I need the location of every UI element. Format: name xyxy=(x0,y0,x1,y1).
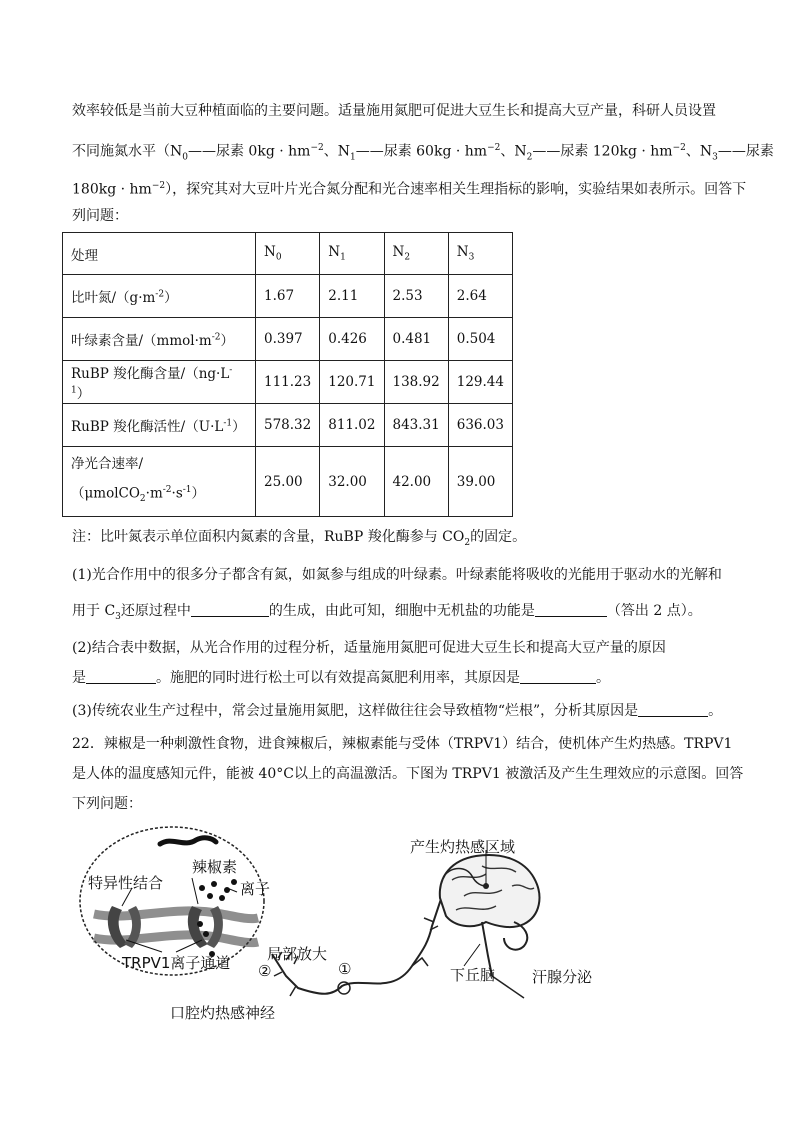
table-cell: 0.504 xyxy=(448,318,512,361)
table-row xyxy=(63,275,513,318)
row-label: 比叶氮$/(g\cdot m^{-2})$ xyxy=(63,275,256,318)
question-22-line-1: 22．辣椒是一种刺激性食物，进食辣椒后，辣椒素能与受体（TRPV1）结合，使机体产生灼热感。TRPV1 xyxy=(72,736,733,752)
answer-blank[interactable] xyxy=(520,669,596,684)
table-cell: 39.00 xyxy=(448,447,512,517)
header-cell: $N_3$ xyxy=(448,233,512,275)
table-cell: 129.44 xyxy=(448,361,512,404)
intro-line-1: 效率较低是当前大豆种植面临的主要问题。适量施用氮肥可促进大豆生长和提高大豆产量，科研人员设置 xyxy=(72,103,716,119)
table-cell: 32.00 xyxy=(320,447,384,517)
table-cell: 0.426 xyxy=(320,318,384,361)
ion-label: 离子 xyxy=(240,880,271,898)
answer-blank[interactable] xyxy=(86,669,156,684)
table-row xyxy=(63,318,513,361)
row-label: RuBP 羧化酶活性$/(U\cdot L^{-1})$ xyxy=(63,404,256,447)
table-row xyxy=(63,447,513,517)
table-cell: 0.481 xyxy=(384,318,448,361)
row-label: 叶绿素含量$/(mmol\cdot m^{-2})$ xyxy=(63,318,256,361)
nitrogen-data-table xyxy=(62,232,513,517)
intro-line-2: 不同施氮水平（$N_0——$尿素 $0kg \cdot hm^{-2}$、$N_1——$尿素 $60kg \cdot hm^{-2}$、$N_2——$尿素 $120kg \cdot hm^{-2}$、$N_3——$尿素 xyxy=(72,143,774,163)
specific-binding-label: 特异性结合 xyxy=(88,874,164,892)
capsaicin-label: 辣椒素 xyxy=(192,858,238,876)
label-line xyxy=(464,944,480,966)
question-22-line-3: 下列问题： xyxy=(72,796,142,812)
mark-2: ② xyxy=(258,962,272,980)
trpv1-diagram xyxy=(72,826,632,1036)
zoom-circle xyxy=(80,827,264,975)
header-cell: $N_2$ xyxy=(384,233,448,275)
table-cell: 1.67 xyxy=(256,275,320,318)
mark-1: ① xyxy=(338,960,352,978)
burning-area-label: 产生灼热感区域 xyxy=(410,838,516,856)
question-1-line-2: 用于 $C_3$还原过程中 的生成，由此可知，细胞中无机盐的功能是 （答出 2 点）。 xyxy=(72,603,702,622)
oral-nerve-label: 口腔灼热感神经 xyxy=(170,1004,276,1022)
brain-icon xyxy=(440,855,540,976)
row-label: 净光合速率/ $(\mu molCO_2\cdot m^{-2}\cdot s^{-1})$ xyxy=(63,447,256,517)
table-row xyxy=(63,404,513,447)
table-cell: 2.11 xyxy=(320,275,384,318)
question-2-line-1: (2)结合表中数据，从光合作用的过程分析，适量施用氮肥可促进大豆生长和提高大豆产量的原因 xyxy=(72,640,666,656)
question-22-line-2: 是人体的温度感知元件，能被 40°C以上的高温激活。下图为 TRPV1 被激活及产生生理效应的示意图。回答 xyxy=(72,766,744,782)
header-cell: $N_0$ xyxy=(256,233,320,275)
header-cell: $N_1$ xyxy=(320,233,384,275)
table-cell: 2.53 xyxy=(384,275,448,318)
answer-blank[interactable] xyxy=(191,602,269,617)
table-cell: 843.31 xyxy=(384,404,448,447)
intro-line-3: $180kg \cdot hm^{-2}$），探究其对大豆叶片光合氮分配和光合速率相关生理指标的影响，实验结果如表所示。回答下 xyxy=(72,181,747,198)
hypothalamus-label: 下丘脑 xyxy=(450,966,496,984)
table-cell: 0.397 xyxy=(256,318,320,361)
table-cell: 111.23 xyxy=(256,361,320,404)
table-cell: 2.64 xyxy=(448,275,512,318)
nerve-fiber xyxy=(272,876,444,994)
label-line xyxy=(192,878,198,904)
capsaicin-molecule-icon xyxy=(160,838,216,844)
intro-line-4: 列问题： xyxy=(72,208,128,224)
efferent-pathway xyxy=(492,976,524,998)
row-label: RuBP 羧化酶含量$/(ng\cdot L^{-1})$ xyxy=(63,361,256,404)
table-cell: 578.32 xyxy=(256,404,320,447)
answer-blank[interactable] xyxy=(638,702,708,717)
question-2-line-2: 是 。施肥的同时进行松土可以有效提高氮肥利用率，其原因是 。 xyxy=(72,670,610,686)
table-note: 注：比叶氮表示单位面积内氮素的含量，RuBP 羧化酶参与 $CO_2$的固定。 xyxy=(72,529,527,548)
answer-blank[interactable] xyxy=(535,602,607,617)
table-cell: 138.92 xyxy=(384,361,448,404)
table-cell: 25.00 xyxy=(256,447,320,517)
table-cell: 120.71 xyxy=(320,361,384,404)
table-cell: 636.03 xyxy=(448,404,512,447)
local-zoom-label: 局部放大 xyxy=(267,945,328,963)
table-header-row xyxy=(63,233,513,275)
sweat-secretion-label: 汗腺分泌 xyxy=(532,968,593,986)
table-cell: 811.02 xyxy=(320,404,384,447)
question-1-line-1: (1)光合作用中的很多分子都含有氮，如氮参与组成的叶绿素。叶绿素能将吸收的光能用于驱动水的光解和 xyxy=(72,567,722,583)
table-row xyxy=(63,361,513,404)
table-cell: 42.00 xyxy=(384,447,448,517)
trpv1-channel-label: TRPV1离子通道 xyxy=(122,954,231,972)
header-cell: 处理 xyxy=(63,233,256,275)
question-3: (3)传统农业生产过程中，常会过量施用氮肥，这样做往往会导致植物“烂根”，分析其原因是 。 xyxy=(72,703,723,719)
